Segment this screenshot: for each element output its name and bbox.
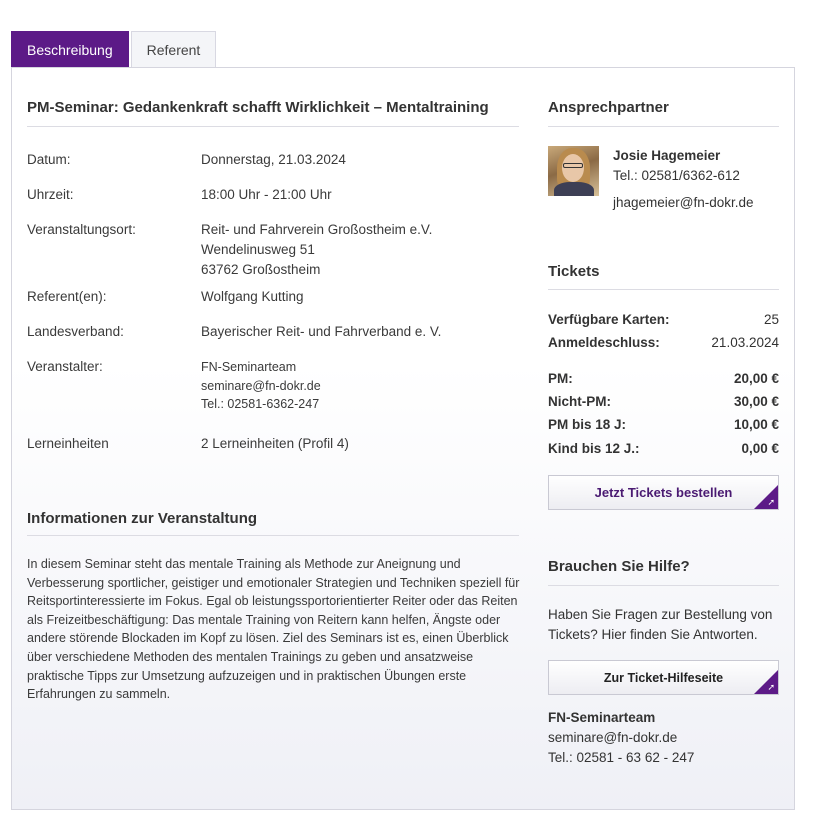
deadline-row	[548, 335, 779, 350]
veranstalter-name: FN-Seminarteam	[201, 360, 297, 374]
price-value: 0,00 €	[741, 441, 779, 456]
help-phone: Tel.: 02581 - 63 62 - 247	[548, 750, 695, 765]
price-value: 30,00 €	[733, 394, 779, 409]
ort-label: Veranstaltungsort:	[27, 222, 136, 237]
arrow-icon: ➚	[767, 682, 775, 692]
price-label: PM bis 18 J:	[548, 417, 627, 432]
ticket-help-button[interactable]	[548, 660, 779, 695]
order-tickets-label: Jetzt Tickets bestellen	[594, 485, 733, 500]
tab-referent[interactable]: Referent	[131, 31, 217, 68]
price-value: 10,00 €	[733, 417, 779, 432]
contact-avatar	[548, 146, 599, 196]
arrow-icon: ➚	[767, 497, 775, 507]
contact-email[interactable]: jhagemeier@fn-dokr.de	[613, 195, 754, 210]
veranstalter-email[interactable]: seminare@fn-dokr.de	[201, 378, 321, 393]
veranstalter-value	[201, 358, 321, 414]
ort-line: Wendelinusweg 51	[201, 242, 315, 257]
uhrzeit-label: Uhrzeit:	[27, 187, 74, 202]
help-heading: Brauchen Sie Hilfe?	[548, 558, 690, 575]
datum-value: Donnerstag, 21.03.2024	[201, 152, 346, 167]
info-heading: Informationen zur Veranstaltung	[27, 510, 258, 527]
price-label: Nicht-PM:	[548, 394, 611, 409]
tickets-heading: Tickets	[548, 263, 600, 280]
contact-name: Josie Hagemeier	[613, 148, 721, 163]
veranstalter-phone: Tel.: 02581-6362-247	[201, 397, 320, 411]
referent-label: Referent(en):	[27, 289, 107, 304]
price-row	[548, 417, 779, 432]
help-email[interactable]: seminare@fn-dokr.de	[548, 730, 678, 745]
help-text: Haben Sie Fragen zur Bestellung von Tickets? Hier finden Sie Antworten.	[548, 607, 773, 642]
price-row	[548, 371, 779, 386]
available-value: 25	[763, 312, 779, 327]
divider	[27, 535, 519, 536]
ort-value	[201, 220, 432, 280]
available-label: Verfügbare Karten:	[548, 312, 670, 327]
ticket-help-label: Zur Ticket-Hilfeseite	[603, 670, 724, 685]
tab-beschreibung[interactable]: Beschreibung	[11, 31, 129, 68]
contact-phone: Tel.: 02581/6362-612	[613, 168, 740, 183]
order-tickets-button[interactable]	[548, 475, 779, 510]
divider	[548, 289, 779, 290]
help-team: FN-Seminarteam	[548, 710, 656, 725]
divider	[548, 126, 779, 127]
price-row	[548, 441, 779, 456]
price-label: Kind bis 12 J.:	[548, 441, 640, 456]
datum-label: Datum:	[27, 152, 71, 167]
lerneinheiten-value: 2 Lerneinheiten (Profil 4)	[201, 436, 349, 451]
lerneinheiten-label: Lerneinheiten	[27, 436, 109, 451]
deadline-label: Anmeldeschluss:	[548, 335, 660, 350]
ort-line: 63762 Großostheim	[201, 262, 321, 277]
ort-line: Reit- und Fahrverein Großostheim e.V.	[201, 222, 433, 237]
divider	[27, 126, 519, 127]
info-text: In diesem Seminar steht das mentale Training als Methode zur Aneignung und Verbesserung sportlicher, geistiger und emotionaler Strategien und Techniken speziell für Reitsportinteressierte im Fokus. Egal ob leistungssportorientierter Reiter oder das Reiten als Freizeitbeschäftigung: Das mentale Training von Reitern kann helfen, Ängste oder andere störende Blockaden im Kopf zu lösen. Ziel des Seminars ist es, einen Überblick über verschiedene Methoden des mentalen Trainings zu geben und ansatzweise praktische Tipps zur Umsetzung aufzuzeigen und in praktischen Übungen erste Erfahrungen zu sammeln.	[27, 557, 520, 702]
available-row	[548, 312, 779, 327]
landesverband-value: Bayerischer Reit- und Fahrverband e. V.	[201, 324, 442, 339]
divider	[548, 585, 779, 586]
price-label: PM:	[548, 371, 573, 386]
price-row	[548, 394, 779, 409]
content-panel	[11, 67, 795, 810]
contact-heading: Ansprechpartner	[548, 99, 669, 116]
uhrzeit-value: 18:00 Uhr - 21:00 Uhr	[201, 187, 332, 202]
price-value: 20,00 €	[733, 371, 779, 386]
seminar-title: PM-Seminar: Gedankenkraft schafft Wirklichkeit – Mentaltraining	[27, 99, 489, 116]
tab-bar	[11, 31, 218, 68]
landesverband-label: Landesverband:	[27, 324, 124, 339]
veranstalter-label: Veranstalter:	[27, 359, 103, 374]
referent-value: Wolfgang Kutting	[201, 289, 304, 304]
deadline-value: 21.03.2024	[711, 335, 779, 350]
